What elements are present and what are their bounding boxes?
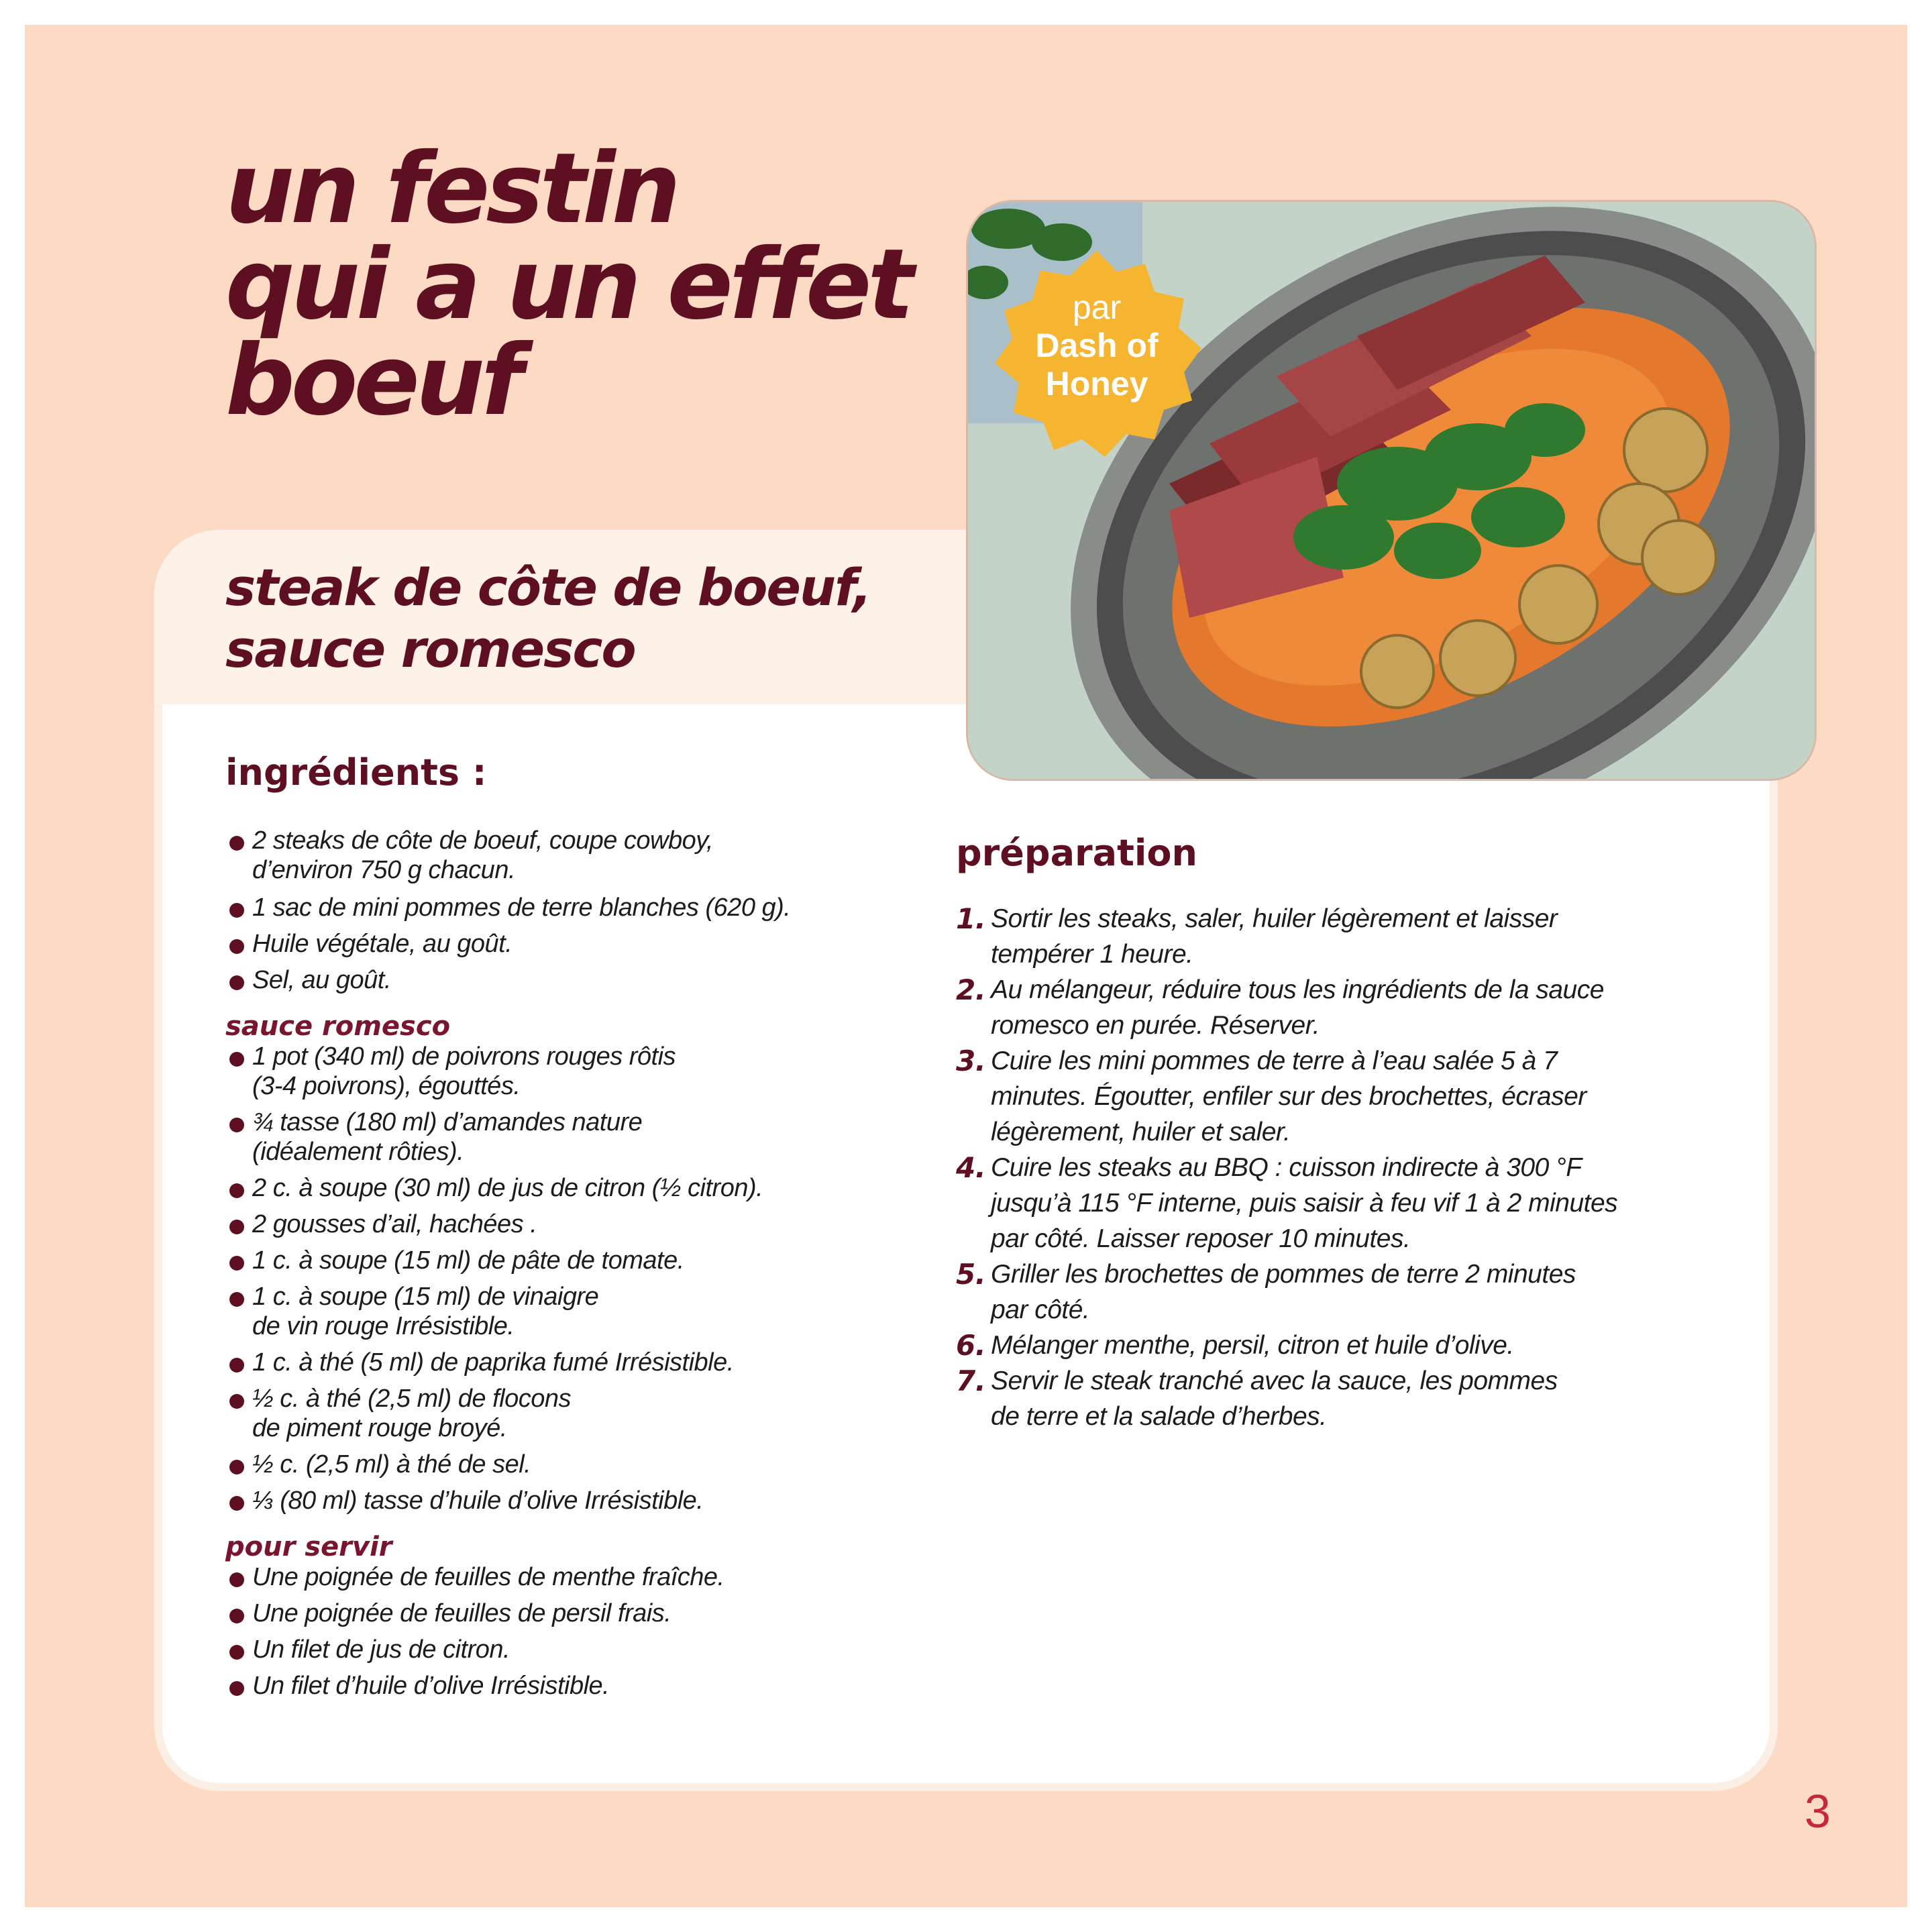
list-item — [225, 1450, 930, 1479]
text-line: romesco en purée. Réserver. — [991, 1011, 1320, 1040]
text-line: ½ c. (2,5 ml) à thé de sel. — [252, 1450, 531, 1479]
list-item — [225, 1210, 930, 1239]
page-title — [225, 132, 910, 437]
page-title-line: qui a un effet — [225, 228, 910, 341]
text-line: ½ c. à thé (2,5 ml) de flocons — [252, 1385, 572, 1413]
text-line: Sel, au goût. — [252, 966, 391, 994]
step-item — [956, 1150, 1660, 1256]
step-item — [956, 1328, 1660, 1363]
serve-heading: pour servir — [225, 1532, 392, 1562]
text-line: 7. — [956, 1364, 986, 1397]
page-title-line: boeuf — [225, 324, 520, 437]
sauce-heading: sauce romesco — [225, 1011, 451, 1042]
list-item — [225, 1173, 930, 1203]
text-line: de piment rouge broyé. — [252, 1414, 507, 1442]
list-item — [225, 1635, 930, 1664]
text-line: 3. — [956, 1044, 986, 1077]
step-item — [956, 1256, 1660, 1328]
text-line: Cuire les mini pommes de terre à l’eau salée 5 à 7 — [991, 1046, 1558, 1075]
sauce-list — [225, 1042, 930, 1515]
text-line: 4. — [956, 1151, 986, 1184]
page-number: 3 — [1805, 1785, 1831, 1837]
list-item — [225, 929, 930, 959]
list-item — [225, 893, 930, 922]
text-line: Griller les brochettes de pommes de terre 2 minutes — [991, 1260, 1576, 1289]
text-line: légèrement, huiler et saler. — [991, 1118, 1291, 1146]
text-line: Au mélangeur, réduire tous les ingrédients de la sauce — [991, 975, 1604, 1004]
step-item — [956, 1363, 1660, 1434]
text-line: Mélanger menthe, persil, citron et huile d’olive. — [991, 1331, 1514, 1360]
text-line: Cuire les steaks au BBQ : cuisson indirecte à 300 °F — [991, 1153, 1582, 1182]
text-line: Huile végétale, au goût. — [252, 930, 513, 958]
text-line: 1 c. à soupe (15 ml) de vinaigre — [252, 1283, 599, 1311]
author-badge-text — [989, 288, 1204, 403]
text-line: par côté. Laisser reposer 10 minutes. — [991, 1224, 1411, 1253]
ingredients-list — [225, 826, 930, 995]
list-item — [225, 1599, 930, 1628]
recipe-title-line: sauce romesco — [225, 619, 635, 679]
text-line: 1 c. à soupe (15 ml) de pâte de tomate. — [252, 1246, 684, 1275]
page-title-line: un festin — [225, 132, 677, 246]
list-item — [225, 1348, 930, 1377]
list-item — [225, 826, 930, 885]
text-line: 2 steaks de côte de boeuf, coupe cowboy, — [252, 826, 713, 855]
text-line: Servir le steak tranché avec la sauce, les pommes — [991, 1366, 1558, 1395]
ingredients-section — [225, 751, 930, 1707]
list-item — [225, 1562, 930, 1592]
text-line: d’environ 750 g chacun. — [252, 856, 516, 884]
preparation-heading: préparation — [956, 832, 1197, 874]
text-line: jusqu’à 115 °F interne, puis saisir à feu vif 1 à 2 minutes — [991, 1189, 1618, 1218]
list-item — [225, 1282, 930, 1341]
text-line: 2 gousses d’ail, hachées . — [252, 1210, 537, 1238]
list-item — [225, 1108, 930, 1167]
recipe-title-line: steak de côte de boeuf, — [225, 557, 871, 617]
list-item — [225, 965, 930, 995]
badge-line: par — [1072, 288, 1122, 326]
text-line: ¾ tasse (180 ml) d’amandes nature — [252, 1108, 643, 1136]
text-line: par côté. — [991, 1295, 1090, 1324]
list-item — [225, 1042, 930, 1101]
text-line: 1 c. à thé (5 ml) de paprika fumé Irrésistible. — [252, 1348, 734, 1377]
text-line: 1. — [956, 902, 986, 935]
text-line: 2 c. à soupe (30 ml) de jus de citron (½ citron). — [252, 1174, 763, 1202]
list-item — [225, 1486, 930, 1515]
text-line: ⅓ (80 ml) tasse d’huile d’olive Irrésistible. — [252, 1487, 704, 1515]
list-item — [225, 1246, 930, 1275]
text-line: tempérer 1 heure. — [991, 940, 1193, 969]
text-line: Un filet de jus de citron. — [252, 1635, 511, 1664]
text-line: 6. — [956, 1329, 986, 1362]
text-line: Un filet d’huile d’olive Irrésistible. — [252, 1672, 610, 1700]
text-line: (3-4 poivrons), égouttés. — [252, 1072, 521, 1100]
text-line: 1 sac de mini pommes de terre blanches (620 g). — [252, 894, 791, 922]
badge-line: Honey — [1045, 365, 1148, 402]
text-line: minutes. Égoutter, enfiler sur des brochettes, écraser — [991, 1082, 1587, 1111]
step-item — [956, 972, 1660, 1043]
badge-line: Dash of — [1035, 327, 1159, 364]
text-line: 5. — [956, 1258, 986, 1291]
text-line: 2. — [956, 973, 986, 1006]
preparation-steps — [956, 901, 1660, 1434]
serve-list — [225, 1562, 930, 1701]
recipe-title — [225, 557, 871, 680]
text-line: Sortir les steaks, saler, huiler légèrement et laisser — [991, 904, 1558, 933]
step-item — [956, 1043, 1660, 1150]
text-line: de terre et la salade d’herbes. — [991, 1402, 1327, 1431]
preparation-section — [956, 832, 1660, 1434]
list-item — [225, 1384, 930, 1443]
ingredients-heading: ingrédients : — [225, 751, 487, 794]
text-line: (idéalement rôties). — [252, 1138, 464, 1166]
text-line: de vin rouge Irrésistible. — [252, 1312, 515, 1340]
step-item — [956, 901, 1660, 972]
text-line: 1 pot (340 ml) de poivrons rouges rôtis — [252, 1042, 676, 1071]
text-line: Une poignée de feuilles de menthe fraîche. — [252, 1563, 724, 1591]
list-item — [225, 1671, 930, 1701]
text-line: Une poignée de feuilles de persil frais. — [252, 1599, 672, 1627]
